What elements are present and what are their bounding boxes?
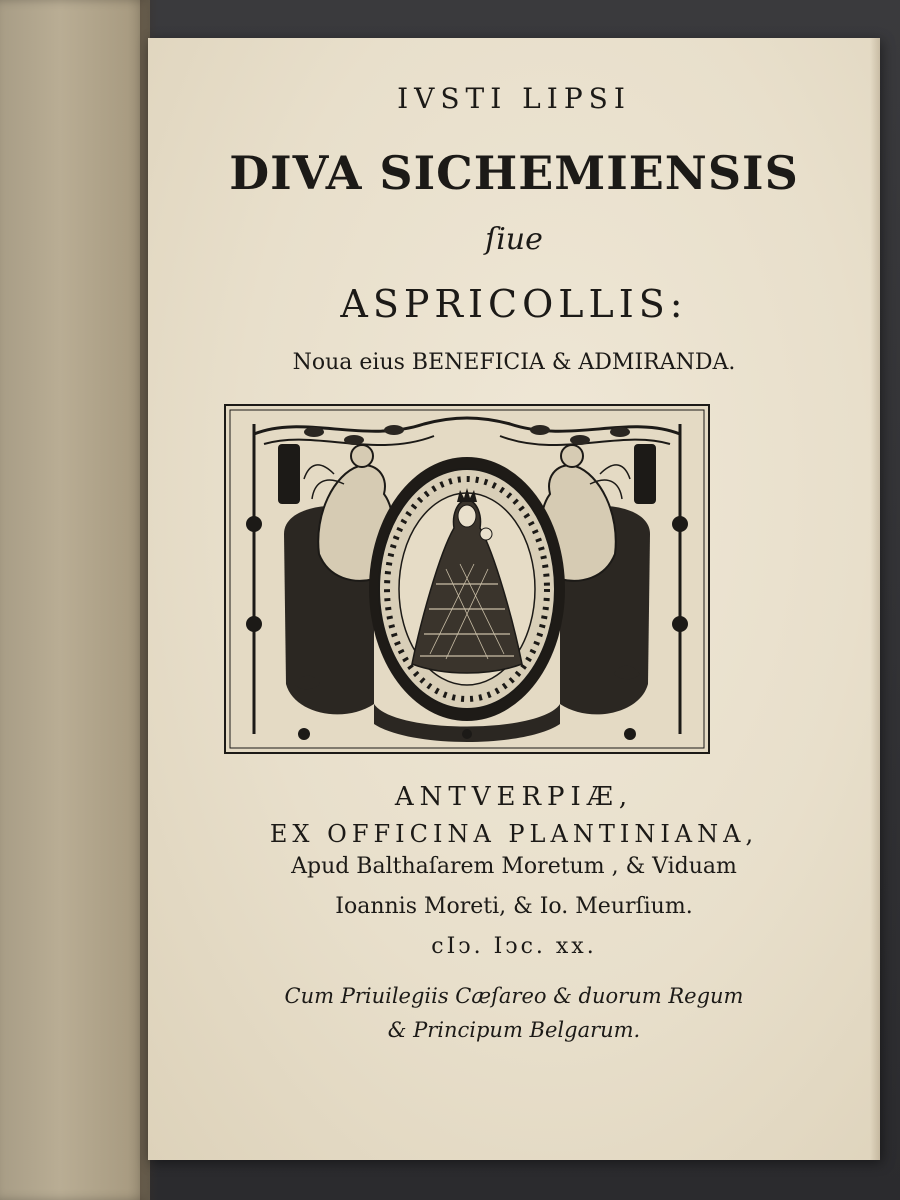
imprint-place: ANTVERPIÆ, xyxy=(394,782,634,812)
main-title: DIVA SICHEMIENSIS xyxy=(229,146,799,200)
title-page xyxy=(148,38,880,1160)
left-page-edge xyxy=(0,0,150,1200)
privilege-line-1: Cum Priuilegiis Cæſareo & duorum Regum xyxy=(284,984,744,1008)
imprint-ioannis: Ioannis Moreti, & Io. Meurſium. xyxy=(335,894,693,919)
imprint-officina: EX OFFICINA PLANTINIANA, xyxy=(269,820,759,848)
subtitle: Noua eius BENEFICIA & ADMIRANDA. xyxy=(292,350,736,375)
title-conjunction: ſiue xyxy=(485,222,543,257)
alternate-title: ASPRICOLLIS: xyxy=(340,282,688,326)
privilege-line-2: & Principum Belgarum. xyxy=(387,1018,641,1042)
author-line: IVSTI LIPSI xyxy=(397,82,631,115)
imprint-apud: Apud Balthaſarem Moretum , & Viduam xyxy=(291,854,737,879)
engraving-virgin-and-child xyxy=(224,404,710,754)
imprint-date: cIↄ. Iↄc. xx. xyxy=(431,934,597,959)
